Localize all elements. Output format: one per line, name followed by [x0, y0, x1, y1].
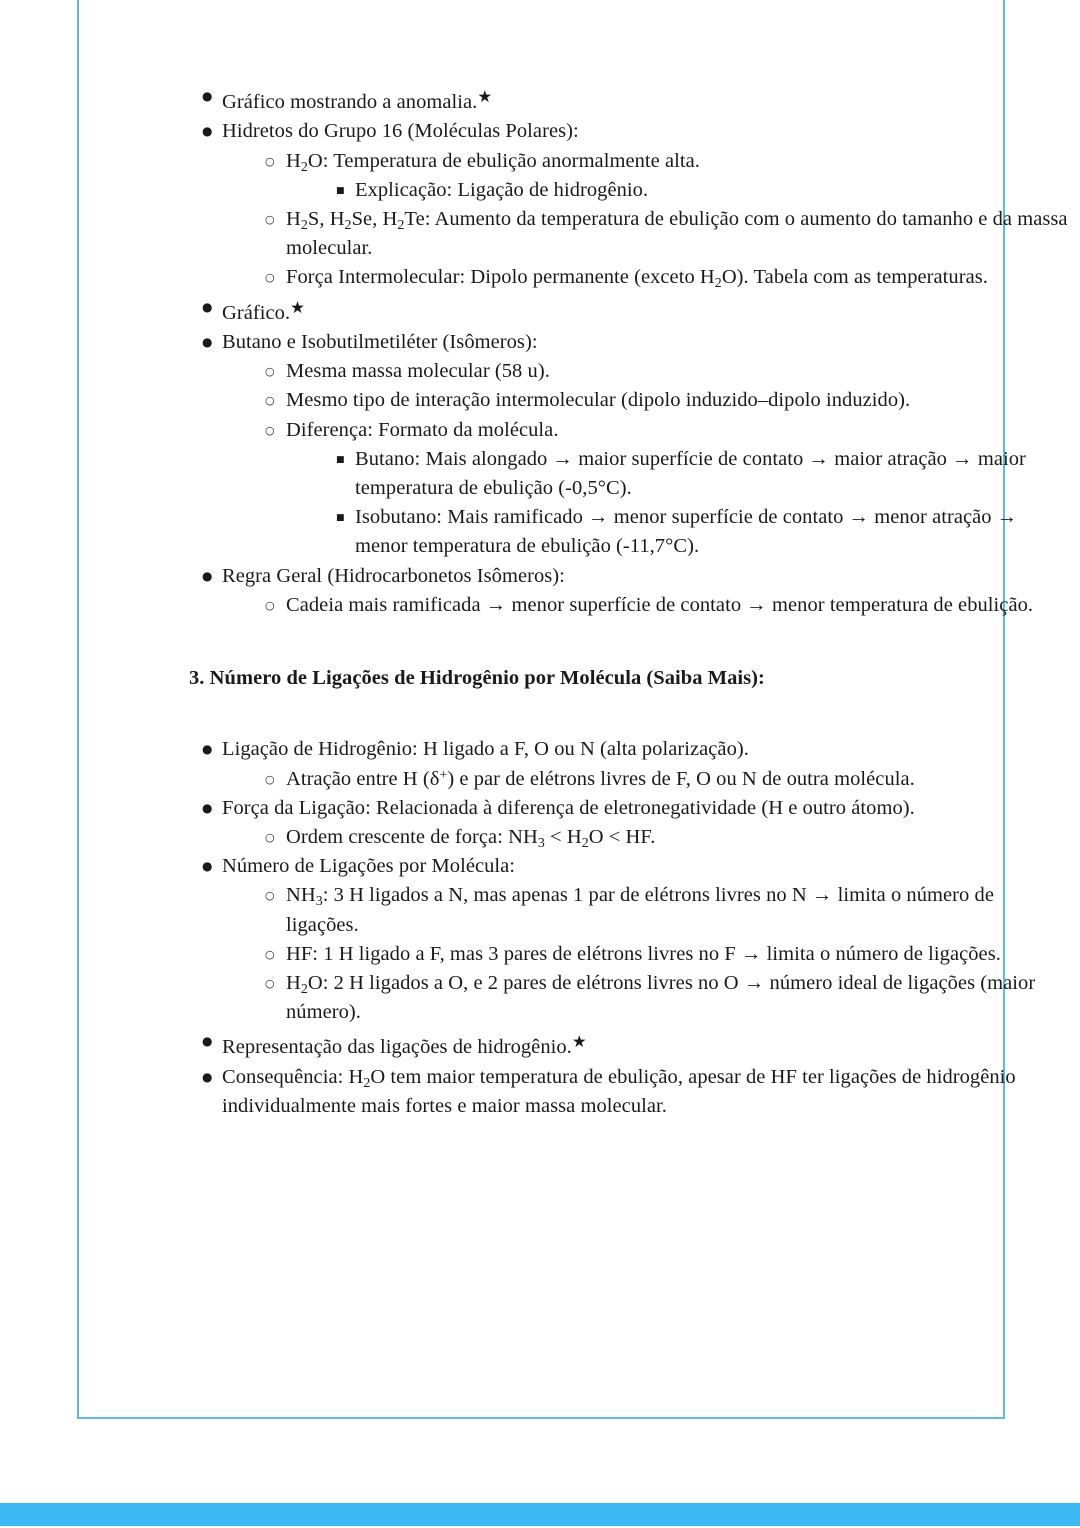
bullet-item	[253, 969, 1069, 1027]
bullet-text: Diferença: Formato da molécula.	[286, 418, 559, 441]
bullet-item	[189, 1063, 1069, 1121]
bullet-item	[253, 765, 1069, 794]
disc-bullet-icon: ●	[202, 1034, 213, 1049]
disc-bullet-icon: ●	[202, 299, 213, 314]
disc-bullet-icon: ●	[202, 568, 213, 583]
bullet-text: Representação das ligações de hidrogênio.★	[222, 1032, 587, 1059]
square-bullet-icon: ■	[336, 513, 345, 524]
content-frame-border	[77, 0, 1068, 1419]
bullet-text: Ordem crescente de força: $NH_3 < H_2O$ < HF.	[286, 825, 656, 851]
bullet-sublist-level-2	[253, 357, 1069, 561]
circle-bullet-icon: ○	[265, 830, 275, 844]
bullet-text: Butano e Isobutilmetiléter (Isômeros):	[222, 331, 538, 354]
bullet-text: Mesma massa molecular (58 u).	[286, 360, 550, 383]
bullet-text: HF: 1 H ligado a F, mas 3 pares de elétrons livres no F → limita o número de ligações.	[286, 942, 1001, 965]
square-bullet-icon: ■	[336, 185, 345, 196]
bullet-text: Ligação de Hidrogênio: H ligado a F, O ou N (alta polarização).	[222, 738, 749, 761]
bullet-text: Número de Ligações por Molécula:	[222, 855, 516, 878]
disc-bullet-icon: ●	[202, 335, 213, 350]
bullet-text: Isobutano: Mais ramificado → menor superfície de contato → menor atração → menor temperatura de ebulição (-11,7°C).	[355, 506, 1018, 558]
circle-bullet-icon: ○	[265, 598, 275, 612]
bullet-text: Força da Ligação: Relacionada à diferença de eletronegatividade (H e outro átomo).	[222, 796, 915, 819]
bullet-text: $H_2O$: 2 H ligados a O, e 2 pares de elétrons livres no O → número ideal de ligações (maior número).	[286, 971, 1036, 1024]
bullet-item	[189, 328, 1069, 562]
bullet-item	[253, 357, 1069, 386]
circle-bullet-icon: ○	[265, 394, 275, 408]
bullet-item	[253, 416, 1069, 562]
section-three	[189, 735, 1069, 1121]
bullet-text: Cadeia mais ramificada → menor superfície de contato → menor temperatura de ebulição.	[286, 593, 1034, 616]
bullet-list-section-one	[189, 82, 1069, 620]
circle-bullet-icon: ○	[265, 154, 275, 168]
bullet-list-section-three	[189, 735, 1069, 1121]
circle-bullet-icon: ○	[265, 889, 275, 903]
circle-bullet-icon: ○	[265, 976, 275, 990]
bullet-item	[189, 852, 1069, 1027]
bullet-item	[253, 147, 1069, 205]
bullet-text: Butano: Mais alongado → maior superfície de contato → maior atração → maior temperatura de ebulição (-0,5°C).	[355, 447, 1026, 500]
bullet-item	[189, 735, 1069, 793]
bullet-text: Hidretos do Grupo 16 (Moléculas Polares):	[222, 120, 579, 143]
bullet-text: $H_2S$, $H_2Se$, $H_2Te$: Aumento da temperatura de ebulição com o aumento do tamanho e da massa molecular.	[286, 208, 1068, 260]
bullet-item	[189, 117, 1069, 292]
bullet-item	[322, 503, 1069, 561]
bullet-item	[322, 445, 1069, 503]
spacer-before-heading	[189, 620, 1069, 664]
disc-bullet-icon: ●	[202, 800, 213, 815]
bullet-item	[253, 823, 1069, 852]
circle-bullet-icon: ○	[265, 947, 275, 961]
bullet-item	[253, 881, 1069, 939]
disc-bullet-icon: ●	[202, 124, 213, 139]
bottom-accent-bar	[0, 1503, 1080, 1526]
bullet-sublist-level-3	[322, 445, 1069, 562]
bullet-text: Atração entre H (δ+) e par de elétrons livres de F, O ou N de outra molécula.	[286, 767, 915, 790]
disc-bullet-icon: ●	[202, 859, 213, 874]
circle-bullet-icon: ○	[265, 213, 275, 227]
bullet-sublist-level-2	[253, 591, 1069, 620]
bullet-item	[322, 176, 1069, 205]
bullet-item	[253, 386, 1069, 415]
bullet-sublist-level-3	[322, 176, 1069, 205]
section-one	[189, 82, 1069, 620]
section-heading-3: 3. Número de Ligações de Hidrogênio por Molécula (Saiba Mais):	[189, 667, 765, 690]
disc-bullet-icon: ●	[202, 89, 213, 103]
bullet-text: Gráfico.★	[222, 297, 305, 324]
bullet-text: Regra Geral (Hidrocarbonetos Isômeros):	[222, 564, 565, 587]
bullet-text: Mesmo tipo de interação intermolecular (dipolo induzido–dipolo induzido).	[286, 389, 911, 412]
circle-bullet-icon: ○	[265, 271, 275, 285]
spacer-after-heading	[189, 693, 1069, 735]
bullet-item	[189, 82, 1069, 117]
bullet-item	[189, 293, 1069, 328]
circle-bullet-icon: ○	[265, 423, 275, 437]
bullet-sublist-level-2	[253, 147, 1069, 293]
bullet-item	[253, 205, 1069, 263]
bullet-item	[189, 794, 1069, 852]
bullet-text: $H_2O$: Temperatura de ebulição anormalmente alta.	[286, 149, 700, 175]
bullet-item	[189, 1027, 1069, 1062]
disc-bullet-icon: ●	[202, 742, 213, 757]
square-bullet-icon: ■	[336, 454, 345, 465]
bullet-sublist-level-2	[253, 765, 1069, 794]
bullet-item	[253, 263, 1069, 292]
document-body	[189, 82, 1069, 1121]
bullet-text: $NH_3$: 3 H ligados a N, mas apenas 1 par de elétrons livres no N → limita o número de ligações.	[286, 884, 994, 936]
bullet-item	[189, 562, 1069, 620]
disc-bullet-icon: ●	[202, 1069, 213, 1084]
bullet-text: Gráfico mostrando a anomalia.★	[222, 87, 493, 114]
bullet-text: Explicação: Ligação de hidrogênio.	[355, 178, 649, 201]
bullet-sublist-level-2	[253, 823, 1069, 852]
bullet-text: Consequência: $H_2O$ tem maior temperatura de ebulição, apesar de HF ter ligações de hidrogênio individualmente mais fortes e maior massa molecular.	[222, 1065, 1016, 1117]
bullet-item	[253, 940, 1069, 969]
bullet-sublist-level-2	[253, 881, 1069, 1027]
circle-bullet-icon: ○	[265, 365, 275, 379]
circle-bullet-icon: ○	[265, 772, 275, 786]
bullet-item	[253, 591, 1069, 620]
bullet-text: Força Intermolecular: Dipolo permanente (exceto $H_2O$). Tabela com as temperaturas.	[286, 266, 988, 292]
